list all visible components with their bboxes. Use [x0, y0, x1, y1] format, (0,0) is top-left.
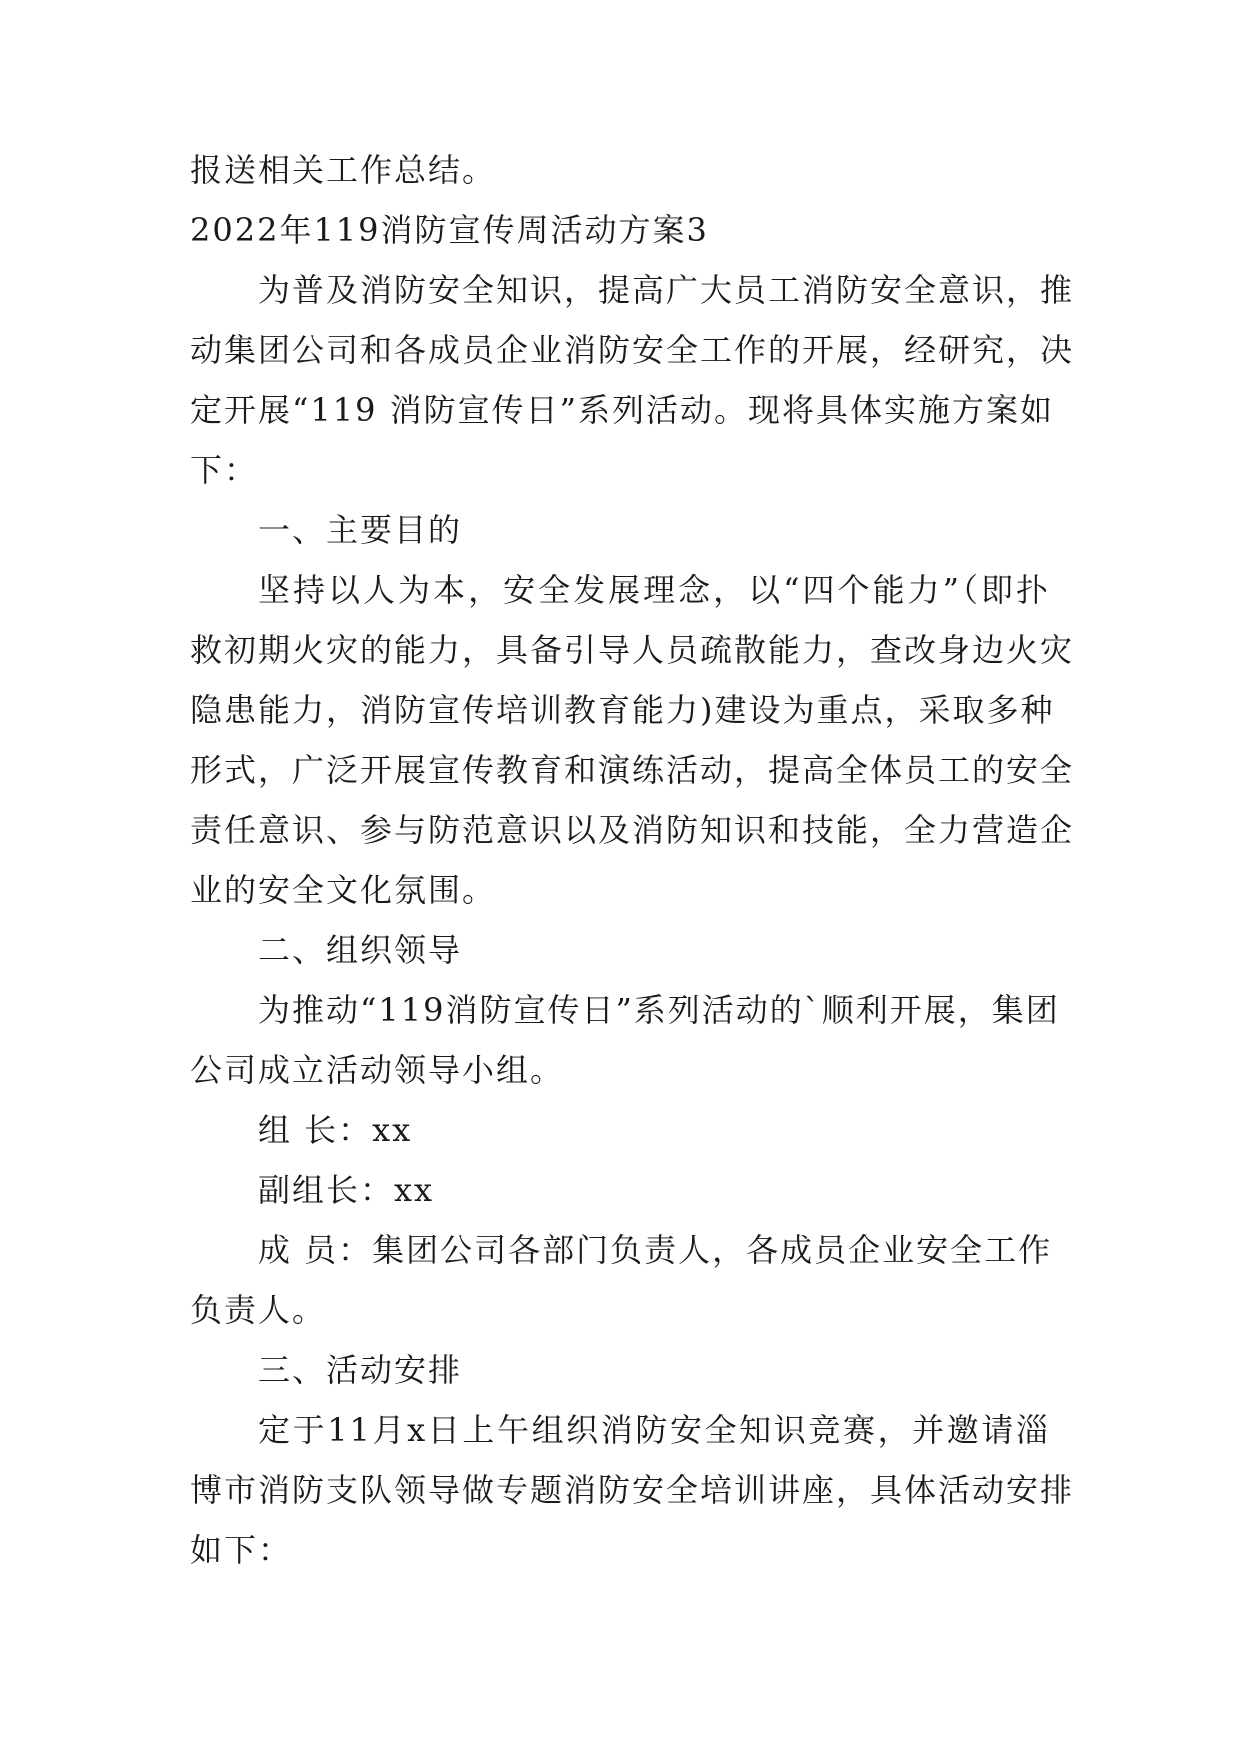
members-line-1: 成 员：集团公司各部门负责人，各成员企业安全工作 — [258, 1231, 1053, 1269]
paragraph-org-line-1: 为推动“119消防宣传日”系列活动的`顺利开展，集团 — [258, 991, 1060, 1029]
paragraph-org-line-2: 公司成立活动领导小组。 — [190, 1051, 565, 1089]
paragraph-purpose-line-2: 救初期火灾的能力，具备引导人员疏散能力，查改身边火灾 — [190, 631, 1075, 669]
paragraph-purpose-line-3: 隐患能力，消防宣传培训教育能力)建设为重点，采取多种 — [190, 691, 1055, 729]
paragraph-intro-line-4: 下： — [190, 451, 259, 489]
members-line-2: 负责人。 — [190, 1291, 327, 1329]
paragraph-schedule-line-3: 如下： — [190, 1531, 293, 1569]
section-heading-2: 二、组织领导 — [258, 931, 463, 969]
deputy-leader-line: 副组长：xx — [258, 1171, 435, 1209]
paragraph-intro-line-3: 定开展“119 消防宣传日”系列活动。现将具体实施方案如 — [190, 391, 1054, 429]
paragraph-intro-line-1: 为普及消防安全知识，提高广大员工消防安全意识，推 — [258, 271, 1075, 309]
leader-line: 组 长：xx — [258, 1111, 413, 1149]
paragraph-intro-line-2: 动集团公司和各成员企业消防安全工作的开展，经研究，决 — [190, 331, 1075, 369]
paragraph-schedule-line-1: 定于11月x日上午组织消防安全知识竞赛，并邀请淄 — [258, 1411, 1050, 1449]
paragraph-purpose-line-5: 责任意识、参与防范意识以及消防知识和技能，全力营造企 — [190, 811, 1075, 849]
paragraph-purpose-line-6: 业的安全文化氛围。 — [190, 871, 497, 909]
document-title: 2022年119消防宣传周活动方案3 — [190, 211, 709, 249]
section-heading-1: 一、主要目的 — [258, 511, 463, 549]
text-line-closing: 报送相关工作总结。 — [190, 151, 497, 189]
paragraph-schedule-line-2: 博市消防支队领导做专题消防安全培训讲座，具体活动安排 — [190, 1471, 1075, 1509]
paragraph-purpose-line-1: 坚持以人为本，安全发展理念，以“四个能力”（即扑 — [258, 571, 1050, 609]
section-heading-3: 三、活动安排 — [258, 1351, 463, 1389]
paragraph-purpose-line-4: 形式，广泛开展宣传教育和演练活动，提高全体员工的安全 — [190, 751, 1075, 789]
